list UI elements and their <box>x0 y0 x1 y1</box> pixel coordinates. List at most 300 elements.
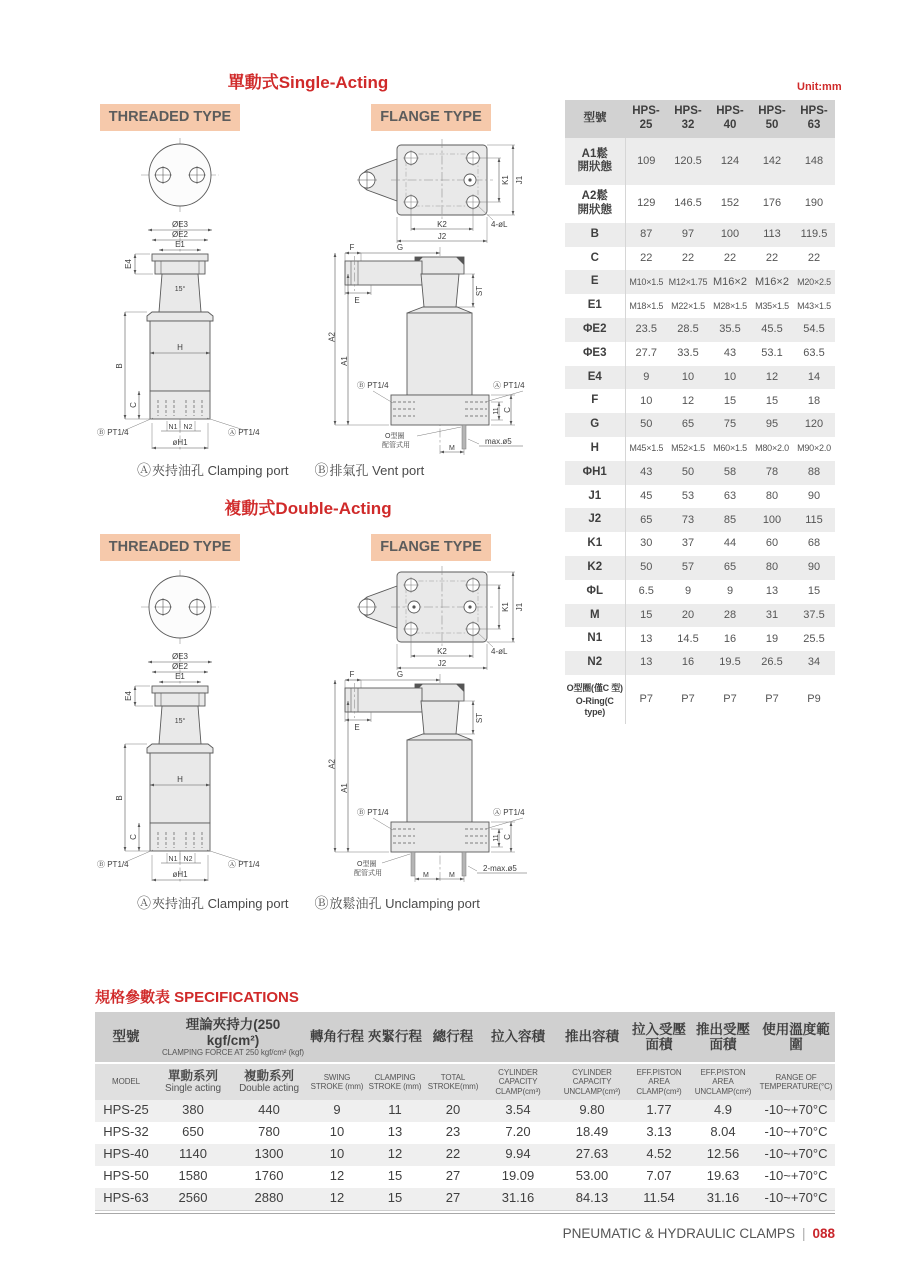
spec-subcol-capacity-clamp: CYLINDER CAPACITY CLAMP(cm³) <box>481 1063 555 1100</box>
dim-row-label: H <box>565 437 625 461</box>
spec-value: 84.13 <box>575 1190 609 1206</box>
port-a-label: Ⓐ PT1/4 <box>228 428 260 437</box>
dim-11: 11 <box>493 407 500 415</box>
dim-value: 129 <box>637 197 656 210</box>
dim-value: 28.5 <box>677 323 699 336</box>
dim-value: 37 <box>681 537 695 550</box>
dim-table-row <box>565 389 835 413</box>
spec-value: 12 <box>387 1146 403 1162</box>
dim-value: 15 <box>765 394 779 407</box>
spec-value: 440 <box>258 1102 280 1118</box>
spec-col-temperature: 使用溫度範圍 <box>757 1012 835 1063</box>
dim-value: 119.5 <box>800 228 828 241</box>
dim-value: 22 <box>681 251 695 264</box>
max-hole-note: 2-max.ø5 <box>483 864 517 873</box>
dim-col-hps40: HPS-40 <box>709 100 751 138</box>
dim-table-row <box>565 270 835 294</box>
footer <box>95 1226 835 1241</box>
dim-value: 88 <box>807 466 821 479</box>
oring-note-line1: O型圈 <box>357 861 377 868</box>
threaded-type-chip-double: THREADED TYPE <box>100 534 240 561</box>
dim-value: P7 <box>723 693 737 706</box>
circled-a-icon: Ⓐ <box>137 895 151 911</box>
dim-row-label: M <box>565 604 625 628</box>
spec-value: 10 <box>329 1146 345 1162</box>
dim-11: 11 <box>493 834 500 842</box>
spec-value: 1760 <box>254 1168 284 1184</box>
dim-col-hps32: HPS-32 <box>667 100 709 138</box>
dim-g: G <box>396 243 404 252</box>
dim-value: 14.5 <box>677 632 699 645</box>
dim-table-row <box>565 461 835 485</box>
spec-value: -10~+70°C <box>764 1102 828 1118</box>
dim-value: 53 <box>681 489 695 502</box>
ports-legend-double: Ⓐ夾持油孔 Clamping port Ⓑ放鬆油孔 Unclamping port <box>137 895 480 911</box>
dim-angle: 15° <box>174 286 186 293</box>
unit-label: Unit:mm <box>797 81 842 93</box>
dim-m: M <box>423 872 429 879</box>
dim-c: C <box>129 834 138 840</box>
dim-value: 85 <box>723 513 737 526</box>
dim-n1: N1 <box>168 424 178 431</box>
dim-table-row <box>565 508 835 532</box>
dim-h: H <box>177 775 183 784</box>
dim-b: B <box>115 363 124 369</box>
flange-top-view <box>357 566 524 670</box>
spec-value: 22 <box>445 1146 461 1162</box>
dim-table-row <box>565 223 835 247</box>
spec-value: 3.13 <box>646 1124 672 1140</box>
dim-value: 63 <box>723 489 737 502</box>
dim-table-row <box>565 580 835 604</box>
dim-m: M <box>449 872 455 879</box>
spec-col-area-clamp: 拉入受壓面積 <box>629 1012 689 1063</box>
dim-value: M20×2.5 <box>797 276 831 287</box>
spec-value: 3.54 <box>505 1102 531 1118</box>
dim-value: 33.5 <box>677 347 699 360</box>
dim-value: 100 <box>720 228 740 241</box>
dim-table-row <box>565 604 835 628</box>
spec-model: HPS-50 <box>103 1168 149 1184</box>
spec-value: 11.54 <box>643 1190 675 1206</box>
dim-k2: K2 <box>437 220 447 229</box>
dim-value: 10 <box>723 370 737 383</box>
dim-value: 53.1 <box>761 347 783 360</box>
spec-value: 9.80 <box>579 1102 605 1118</box>
dim-row-label: A2鬆 開狀態 <box>565 185 625 223</box>
dim-table-row <box>565 342 835 366</box>
spec-value: 1580 <box>178 1168 208 1184</box>
dim-value: 19.5 <box>719 656 741 669</box>
dim-row-label: ΦH1 <box>565 461 625 485</box>
spec-value: 1140 <box>179 1146 207 1162</box>
flange-front-view <box>328 243 526 455</box>
dim-table-row <box>565 318 835 342</box>
spec-value: 19.63 <box>706 1168 740 1184</box>
flange-drawing-single <box>327 133 542 461</box>
dim-value: 65 <box>640 513 653 526</box>
dim-value: M60×1.5 <box>713 443 747 454</box>
dim-value: 15 <box>807 585 821 598</box>
dim-e1: E1 <box>175 240 185 249</box>
dim-value: 152 <box>720 197 740 210</box>
spec-value: 27.63 <box>575 1146 609 1162</box>
footer-divider <box>95 1213 835 1214</box>
dim-m: M <box>449 445 455 452</box>
dim-value: 9 <box>684 585 692 598</box>
dim-value: M45×1.5 <box>629 443 664 454</box>
dim-h1: øH1 <box>172 438 188 447</box>
footer-separator: | <box>801 1226 806 1241</box>
spec-value: 4.52 <box>646 1146 672 1162</box>
dim-value: 63.5 <box>803 347 825 360</box>
dim-value: 54.5 <box>803 323 825 336</box>
spec-value: 7.07 <box>646 1168 672 1184</box>
dim-row-label: E4 <box>565 366 625 390</box>
dim-table-row <box>565 556 835 580</box>
dim-value: 23.5 <box>635 323 657 336</box>
dim-value: 146.5 <box>674 197 702 210</box>
dim-value: M22×1.5 <box>671 300 705 311</box>
dim-f: F <box>349 670 355 679</box>
dim-row-label: E <box>565 270 625 294</box>
spec-value: 15 <box>387 1168 403 1184</box>
dim-value: 27.7 <box>635 347 657 360</box>
dim-row-label: N2 <box>565 651 625 675</box>
port-a-label: Ⓐ PT1/4 <box>493 808 525 817</box>
port-b-label: Ⓑ PT1/4 <box>97 428 129 437</box>
spec-value: -10~+70°C <box>764 1146 828 1162</box>
dim-c: C <box>503 834 512 840</box>
dim-table-row <box>565 413 835 437</box>
dim-value: 20 <box>681 608 695 621</box>
dim-value: M35×1.5 <box>755 300 789 311</box>
dim-table-row <box>565 294 835 318</box>
dim-value: 120 <box>804 418 824 431</box>
dim-value: 16 <box>723 632 737 645</box>
spec-value: 27 <box>445 1190 461 1206</box>
dim-c: C <box>129 402 138 408</box>
dim-value: 14 <box>807 370 821 383</box>
dim-value: 15 <box>640 608 653 621</box>
dim-value: M16×2 <box>713 275 747 288</box>
spec-row <box>95 1122 835 1144</box>
dim-value: 22 <box>765 251 779 264</box>
dim-col-model: 型號 <box>565 100 625 138</box>
spec-col-capacity-unclamp: 推出容積 <box>555 1012 629 1063</box>
dim-e: E <box>354 723 360 732</box>
dim-value: 50 <box>640 418 653 431</box>
spec-value: 9.94 <box>505 1146 531 1162</box>
spec-col-total-stroke: 總行程 <box>425 1012 481 1063</box>
flange-drawing-double <box>327 560 542 888</box>
dim-value: 50 <box>681 466 695 479</box>
spec-value: 12 <box>329 1190 345 1206</box>
dim-value: 9 <box>643 370 650 383</box>
spec-row <box>95 1188 835 1211</box>
dim-value: 95 <box>765 418 779 431</box>
oring-note-line2: 配管式用 <box>354 870 382 877</box>
dim-value: 113 <box>763 228 781 241</box>
spec-subcol-temperature: RANGE OF TEMPERATURE(°C) <box>757 1063 835 1100</box>
spec-value: 8.04 <box>710 1124 736 1140</box>
dim-value: 43 <box>640 466 653 479</box>
dim-value: P7 <box>639 693 653 706</box>
threaded-drawing-single <box>95 133 285 455</box>
dim-value: 90 <box>807 561 821 574</box>
threaded-type-chip-single: THREADED TYPE <box>100 104 240 131</box>
spec-col-swing: 轉角行程 <box>309 1012 365 1063</box>
dim-value: 58 <box>723 466 737 479</box>
spec-subcol-double: 複動系列 Double acting <box>229 1063 309 1100</box>
spec-value: 15 <box>387 1190 403 1206</box>
dim-value: 37.5 <box>803 608 825 621</box>
spec-row <box>95 1100 835 1122</box>
dim-col-hps50: HPS-50 <box>751 100 793 138</box>
spec-subcol-area-clamp: EFF.PISTON AREA CLAMP(cm²) <box>629 1063 689 1100</box>
spec-value: 1.77 <box>646 1102 672 1118</box>
dim-value: M12×1.75 <box>668 276 708 287</box>
spec-value: 10 <box>329 1124 345 1140</box>
spec-value: 7.20 <box>505 1124 531 1140</box>
dim-g: G <box>396 670 404 679</box>
dim-c: C <box>503 407 512 413</box>
spec-row <box>95 1144 835 1166</box>
dim-a1: A1 <box>340 356 349 366</box>
dim-row-label: ΦE2 <box>565 318 625 342</box>
max-hole-note: max.ø5 <box>485 437 512 446</box>
dim-value: 115 <box>805 513 823 526</box>
dim-4-holes: 4-øL <box>491 647 508 656</box>
flange-type-chip-double: FLANGE TYPE <box>371 534 491 561</box>
dim-value: 75 <box>723 418 737 431</box>
spec-subcol-capacity-unclamp: CYLINDER CAPACITY UNCLAMP(cm³) <box>555 1063 629 1100</box>
dim-value: 148 <box>804 154 824 167</box>
circled-a-icon: Ⓐ <box>137 462 151 478</box>
dim-row-label: E1 <box>565 294 625 318</box>
flange-front-view <box>328 670 528 882</box>
dim-a2: A2 <box>327 332 337 342</box>
spec-value: 13 <box>387 1124 403 1140</box>
dim-row-label: K1 <box>565 532 625 556</box>
dim-value: P9 <box>807 693 821 706</box>
dim-row-label: C <box>565 247 625 271</box>
dim-value: M90×2.0 <box>797 443 831 454</box>
dim-value: M10×1.5 <box>629 276 664 287</box>
dim-value: 6.5 <box>638 585 654 598</box>
spec-value: -10~+70°C <box>764 1190 828 1206</box>
dim-k2: K2 <box>437 647 447 656</box>
dim-e3: ØE3 <box>171 220 189 229</box>
dim-k1: K1 <box>501 175 510 185</box>
dim-table-row <box>565 532 835 556</box>
dim-e: E <box>354 296 360 305</box>
dim-value: 120.5 <box>674 154 702 167</box>
dim-f: F <box>349 243 355 252</box>
dim-value: 109 <box>637 154 656 167</box>
dim-row-label: O型圈(僅C 型) O-Ring(C type) <box>565 675 625 724</box>
dim-k1: K1 <box>501 602 510 612</box>
port-b-label: Ⓑ PT1/4 <box>357 381 389 390</box>
dim-row-label: B <box>565 223 625 247</box>
dim-value: P7 <box>681 693 695 706</box>
spec-title: 規格參數表 SPECIFICATIONS <box>95 989 299 1006</box>
circled-b-icon: Ⓑ <box>314 895 329 911</box>
spec-value: 2880 <box>254 1190 284 1206</box>
dim-value: P7 <box>765 693 779 706</box>
spec-model: HPS-40 <box>103 1146 149 1162</box>
dim-4-holes: 4-øL <box>491 220 508 229</box>
spec-row <box>95 1166 835 1188</box>
dim-row-label: ΦL <box>565 580 625 604</box>
dim-value: 124 <box>720 154 740 167</box>
dim-row-label: ΦE3 <box>565 342 625 366</box>
dim-value: M43×1.5 <box>797 300 831 311</box>
oring-note-line1: O型圈 <box>385 433 405 440</box>
dim-value: 44 <box>723 537 737 550</box>
dim-value: 15 <box>723 394 737 407</box>
dim-value: 190 <box>804 197 824 210</box>
port-a-label: Ⓐ PT1/4 <box>228 860 260 869</box>
dim-value: M16×2 <box>755 275 789 288</box>
dim-row-label: J1 <box>565 485 625 509</box>
spec-table <box>95 1012 835 1211</box>
circled-b-icon: Ⓑ <box>314 462 329 478</box>
spec-value: 53.00 <box>575 1168 609 1184</box>
spec-value: 12 <box>329 1168 345 1184</box>
dim-table-row <box>565 485 835 509</box>
spec-model: HPS-32 <box>103 1124 149 1140</box>
dim-value: 142 <box>762 154 782 167</box>
port-a-label: Ⓐ PT1/4 <box>493 381 525 390</box>
spec-col-force: 理論夾持力(250 kgf/cm²) CLAMPING FORCE AT 250 kgf/cm² (kgf) <box>157 1012 309 1063</box>
port-b-label: Ⓑ PT1/4 <box>357 808 389 817</box>
dim-value: M52×1.5 <box>671 443 705 454</box>
spec-value: 27 <box>445 1168 461 1184</box>
dim-value: 10 <box>640 394 653 407</box>
dim-table-row <box>565 627 835 651</box>
dim-a1: A1 <box>340 783 349 793</box>
spec-value: -10~+70°C <box>764 1124 828 1140</box>
spec-value: 4.9 <box>713 1102 733 1118</box>
dim-value: M80×2.0 <box>755 443 789 454</box>
section-title-double-acting: 複動式Double-Acting <box>224 499 392 518</box>
dim-value: 22 <box>807 251 821 264</box>
dim-value: 57 <box>681 561 695 574</box>
spec-value: 780 <box>258 1124 280 1140</box>
dim-table-header-row <box>565 100 835 138</box>
dim-row-label: G <box>565 413 625 437</box>
dim-value: 87 <box>640 228 653 241</box>
dim-value: 100 <box>762 513 782 526</box>
dim-value: 80 <box>765 489 779 502</box>
spec-subcol-single: 單動系列 Single acting <box>157 1063 229 1100</box>
threaded-top-view <box>141 570 219 644</box>
dim-table-row <box>565 651 835 675</box>
dim-st: ST <box>475 285 484 297</box>
dim-value: 65 <box>723 561 737 574</box>
dim-e2: ØE2 <box>171 662 189 671</box>
section-title-single-acting: 單動式Single-Acting <box>227 73 389 92</box>
dim-value: 9 <box>726 585 734 598</box>
page-number: 088 <box>812 1226 835 1241</box>
spec-subcol-clamp-stroke: CLAMPING STROKE (mm) <box>365 1063 425 1100</box>
spec-header-row-2 <box>95 1063 835 1100</box>
dim-j1: J1 <box>515 602 524 612</box>
dim-n1: N1 <box>168 856 178 863</box>
dim-value: 16 <box>681 656 695 669</box>
spec-subcol-total-stroke: TOTAL STROKE(mm) <box>425 1063 481 1100</box>
spec-value: 31.16 <box>706 1190 740 1206</box>
dim-j2: J2 <box>437 659 447 668</box>
dim-table-row <box>565 138 835 186</box>
dim-j1: J1 <box>515 175 524 185</box>
dim-e4: E4 <box>124 691 133 701</box>
spec-model: HPS-25 <box>103 1102 149 1118</box>
dim-j2: J2 <box>437 232 447 241</box>
dim-e4: E4 <box>124 259 133 269</box>
dim-angle: 15° <box>174 718 186 725</box>
dim-value: M18×1.5 <box>629 300 664 311</box>
spec-value: 380 <box>182 1102 204 1118</box>
dim-row-label: K2 <box>565 556 625 580</box>
dim-value: M28×1.5 <box>713 300 747 311</box>
dim-table-row <box>565 247 835 271</box>
dim-value: 34 <box>807 656 821 669</box>
dim-value: 78 <box>765 466 779 479</box>
spec-value: 20 <box>445 1102 461 1118</box>
dim-value: 30 <box>640 537 653 550</box>
dim-e1: E1 <box>175 672 185 681</box>
spec-model: HPS-63 <box>103 1190 149 1206</box>
dim-value: 35.5 <box>719 323 741 336</box>
dim-value: 13 <box>640 632 653 645</box>
spec-header-row-1 <box>95 1012 835 1063</box>
spec-value: 1300 <box>254 1146 284 1162</box>
dim-table-row <box>565 366 835 390</box>
dim-value: 45.5 <box>761 323 783 336</box>
dim-value: 12 <box>765 370 779 383</box>
spec-value: 650 <box>182 1124 204 1140</box>
dim-h: H <box>177 343 183 352</box>
dim-value: 18 <box>807 394 821 407</box>
dim-table-row <box>565 675 835 724</box>
dim-st: ST <box>475 712 484 724</box>
dim-value: 60 <box>765 537 779 550</box>
dim-value: 25.5 <box>803 632 825 645</box>
threaded-front-view <box>97 220 260 451</box>
dim-row-label: F <box>565 389 625 413</box>
spec-value: 31.16 <box>501 1190 535 1206</box>
dim-row-label: N1 <box>565 627 625 651</box>
dim-value: 73 <box>681 513 695 526</box>
dim-col-hps25: HPS-25 <box>625 100 667 138</box>
dim-table-row <box>565 437 835 461</box>
dim-value: 68 <box>807 537 821 550</box>
dim-value: 26.5 <box>761 656 783 669</box>
spec-value: -10~+70°C <box>764 1168 828 1184</box>
dim-a2: A2 <box>327 759 337 769</box>
ports-legend-single: Ⓐ夾持油孔 Clamping port Ⓑ排氣孔 Vent port <box>137 462 425 478</box>
dim-table-row <box>565 185 835 223</box>
dim-value: 50 <box>640 561 653 574</box>
spec-subcol-area-unclamp: EFF.PISTON AREA UNCLAMP(cm²) <box>689 1063 757 1100</box>
spec-value: 9 <box>333 1102 341 1118</box>
dim-n2: N2 <box>183 856 193 863</box>
spec-subcol-swing: SWING STROKE (mm) <box>309 1063 365 1100</box>
dim-value: 65 <box>681 418 695 431</box>
threaded-drawing-double <box>95 565 285 887</box>
